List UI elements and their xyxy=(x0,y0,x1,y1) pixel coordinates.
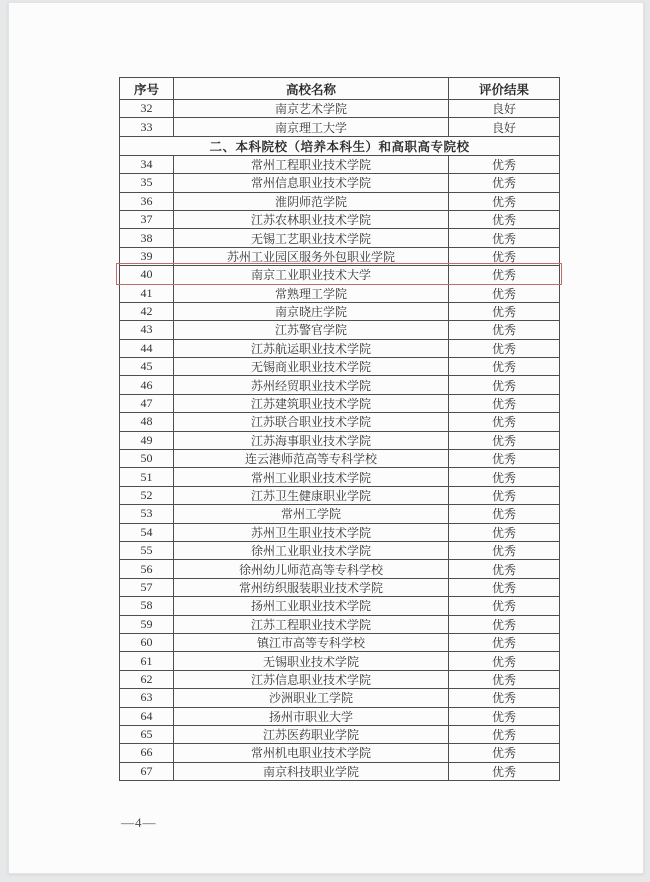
school-name-cell: 常州工学院 xyxy=(174,505,449,523)
evaluation-result-cell: 优秀 xyxy=(449,192,560,210)
evaluation-result-cell: 优秀 xyxy=(449,633,560,651)
evaluation-result-cell: 优秀 xyxy=(449,762,560,780)
school-name-cell: 南京科技职业学院 xyxy=(174,762,449,780)
serial-number-cell: 52 xyxy=(120,486,174,504)
table-row-48 xyxy=(120,413,560,431)
table-row-41 xyxy=(120,284,560,302)
evaluation-result-cell: 优秀 xyxy=(449,541,560,559)
serial-number-cell: 32 xyxy=(120,100,174,118)
table-row-53 xyxy=(120,505,560,523)
school-name-cell: 常州工程职业技术学院 xyxy=(174,155,449,173)
evaluation-result-cell: 优秀 xyxy=(449,560,560,578)
evaluation-result-cell: 优秀 xyxy=(449,689,560,707)
table-row-40 xyxy=(120,266,560,284)
school-name-cell: 常州机电职业技术学院 xyxy=(174,744,449,762)
serial-number-cell: 48 xyxy=(120,413,174,431)
table-row-49 xyxy=(120,431,560,449)
school-name-cell: 镇江市高等专科学校 xyxy=(174,633,449,651)
school-name-cell: 江苏农林职业技术学院 xyxy=(174,210,449,228)
serial-number-cell: 37 xyxy=(120,210,174,228)
table-row-60 xyxy=(120,633,560,651)
school-name-cell: 徐州幼儿师范高等专科学校 xyxy=(174,560,449,578)
table-row-55 xyxy=(120,541,560,559)
section-header-row xyxy=(120,136,560,155)
evaluation-result-cell: 优秀 xyxy=(449,450,560,468)
table-row-66 xyxy=(120,744,560,762)
evaluation-result-cell: 优秀 xyxy=(449,615,560,633)
serial-number-cell: 40 xyxy=(120,266,174,284)
table-row-50 xyxy=(120,450,560,468)
table-row-64 xyxy=(120,707,560,725)
table-row-37 xyxy=(120,210,560,228)
evaluation-result-cell: 优秀 xyxy=(449,670,560,688)
table-row-42 xyxy=(120,302,560,320)
serial-number-cell: 41 xyxy=(120,284,174,302)
table-row-45 xyxy=(120,358,560,376)
evaluation-result-cell: 优秀 xyxy=(449,321,560,339)
school-name-cell: 苏州工业园区服务外包职业学院 xyxy=(174,247,449,265)
evaluation-result-cell: 优秀 xyxy=(449,210,560,228)
serial-number-cell: 67 xyxy=(120,762,174,780)
evaluation-result-cell: 优秀 xyxy=(449,413,560,431)
school-name-cell: 南京理工大学 xyxy=(174,118,449,136)
serial-number-cell: 53 xyxy=(120,505,174,523)
table-row-57 xyxy=(120,578,560,596)
serial-number-cell: 33 xyxy=(120,118,174,136)
school-name-cell: 江苏警官学院 xyxy=(174,321,449,339)
evaluation-result-cell: 优秀 xyxy=(449,431,560,449)
evaluation-result-cell: 优秀 xyxy=(449,376,560,394)
school-name-cell: 无锡职业技术学院 xyxy=(174,652,449,670)
table-row-33 xyxy=(120,118,560,136)
school-name-cell: 江苏信息职业技术学院 xyxy=(174,670,449,688)
table-row-62 xyxy=(120,670,560,688)
table-row-58 xyxy=(120,597,560,615)
evaluation-result-cell: 优秀 xyxy=(449,339,560,357)
school-name-cell: 江苏工程职业技术学院 xyxy=(174,615,449,633)
table-row-54 xyxy=(120,523,560,541)
serial-number-cell: 60 xyxy=(120,633,174,651)
school-name-cell: 常州信息职业技术学院 xyxy=(174,174,449,192)
evaluation-result-cell: 优秀 xyxy=(449,707,560,725)
school-name-cell: 常州工业职业技术学院 xyxy=(174,468,449,486)
school-name-cell: 沙洲职业工学院 xyxy=(174,689,449,707)
school-name-cell: 江苏航运职业技术学院 xyxy=(174,339,449,357)
serial-number-cell: 63 xyxy=(120,689,174,707)
school-name-cell: 无锡工艺职业技术学院 xyxy=(174,229,449,247)
table-row-34 xyxy=(120,155,560,173)
evaluation-result-cell: 优秀 xyxy=(449,302,560,320)
evaluation-result-cell: 良好 xyxy=(449,100,560,118)
school-name-cell: 江苏卫生健康职业学院 xyxy=(174,486,449,504)
serial-number-cell: 56 xyxy=(120,560,174,578)
evaluation-result-cell: 优秀 xyxy=(449,266,560,284)
evaluation-result-cell: 优秀 xyxy=(449,578,560,596)
school-name-cell: 无锡商业职业技术学院 xyxy=(174,358,449,376)
serial-number-cell: 59 xyxy=(120,615,174,633)
header-serial-number: 序号 xyxy=(120,78,174,100)
serial-number-cell: 36 xyxy=(120,192,174,210)
header-school-name: 高校名称 xyxy=(174,78,449,100)
serial-number-cell: 49 xyxy=(120,431,174,449)
school-name-cell: 苏州经贸职业技术学院 xyxy=(174,376,449,394)
evaluation-result-cell: 优秀 xyxy=(449,174,560,192)
school-name-cell: 江苏医药职业学院 xyxy=(174,725,449,743)
table-row-67 xyxy=(120,762,560,780)
school-name-cell: 江苏联合职业技术学院 xyxy=(174,413,449,431)
evaluation-table-container xyxy=(119,77,559,781)
serial-number-cell: 45 xyxy=(120,358,174,376)
school-name-cell: 连云港师范高等专科学校 xyxy=(174,450,449,468)
school-name-cell: 淮阴师范学院 xyxy=(174,192,449,210)
evaluation-result-cell: 优秀 xyxy=(449,358,560,376)
serial-number-cell: 58 xyxy=(120,597,174,615)
serial-number-cell: 47 xyxy=(120,394,174,412)
table-row-47 xyxy=(120,394,560,412)
evaluation-result-cell: 优秀 xyxy=(449,744,560,762)
serial-number-cell: 54 xyxy=(120,523,174,541)
table-row-38 xyxy=(120,229,560,247)
serial-number-cell: 57 xyxy=(120,578,174,596)
school-name-cell: 江苏海事职业技术学院 xyxy=(174,431,449,449)
table-row-59 xyxy=(120,615,560,633)
table-row-32 xyxy=(120,100,560,118)
serial-number-cell: 43 xyxy=(120,321,174,339)
table-row-51 xyxy=(120,468,560,486)
table-row-52 xyxy=(120,486,560,504)
table-row-39 xyxy=(120,247,560,265)
table-row-46 xyxy=(120,376,560,394)
table-header-row xyxy=(120,78,560,100)
school-name-cell: 江苏建筑职业技术学院 xyxy=(174,394,449,412)
document-page xyxy=(8,2,644,874)
school-name-cell: 常熟理工学院 xyxy=(174,284,449,302)
evaluation-result-cell: 优秀 xyxy=(449,284,560,302)
section-header: 二、本科院校（培养本科生）和高职高专院校 xyxy=(120,136,560,155)
header-evaluation-result: 评价结果 xyxy=(449,78,560,100)
evaluation-result-cell: 优秀 xyxy=(449,468,560,486)
evaluation-result-cell: 优秀 xyxy=(449,652,560,670)
evaluation-result-cell: 优秀 xyxy=(449,486,560,504)
school-name-cell: 徐州工业职业技术学院 xyxy=(174,541,449,559)
serial-number-cell: 66 xyxy=(120,744,174,762)
table-row-35 xyxy=(120,174,560,192)
serial-number-cell: 50 xyxy=(120,450,174,468)
evaluation-result-cell: 优秀 xyxy=(449,394,560,412)
evaluation-table xyxy=(119,77,560,781)
evaluation-result-cell: 优秀 xyxy=(449,229,560,247)
evaluation-result-cell: 良好 xyxy=(449,118,560,136)
school-name-cell: 南京工业职业技术大学 xyxy=(174,266,449,284)
serial-number-cell: 55 xyxy=(120,541,174,559)
serial-number-cell: 65 xyxy=(120,725,174,743)
school-name-cell: 苏州卫生职业技术学院 xyxy=(174,523,449,541)
serial-number-cell: 44 xyxy=(120,339,174,357)
serial-number-cell: 34 xyxy=(120,155,174,173)
serial-number-cell: 42 xyxy=(120,302,174,320)
evaluation-result-cell: 优秀 xyxy=(449,155,560,173)
evaluation-result-cell: 优秀 xyxy=(449,505,560,523)
table-row-36 xyxy=(120,192,560,210)
serial-number-cell: 51 xyxy=(120,468,174,486)
table-row-44 xyxy=(120,339,560,357)
serial-number-cell: 61 xyxy=(120,652,174,670)
serial-number-cell: 62 xyxy=(120,670,174,688)
page-number: —4— xyxy=(121,815,157,830)
school-name-cell: 扬州工业职业技术学院 xyxy=(174,597,449,615)
school-name-cell: 南京晓庄学院 xyxy=(174,302,449,320)
serial-number-cell: 35 xyxy=(120,174,174,192)
evaluation-result-cell: 优秀 xyxy=(449,597,560,615)
school-name-cell: 南京艺术学院 xyxy=(174,100,449,118)
evaluation-result-cell: 优秀 xyxy=(449,725,560,743)
serial-number-cell: 39 xyxy=(120,247,174,265)
evaluation-result-cell: 优秀 xyxy=(449,247,560,265)
serial-number-cell: 38 xyxy=(120,229,174,247)
table-row-43 xyxy=(120,321,560,339)
table-row-65 xyxy=(120,725,560,743)
table-row-61 xyxy=(120,652,560,670)
evaluation-result-cell: 优秀 xyxy=(449,523,560,541)
serial-number-cell: 46 xyxy=(120,376,174,394)
table-row-63 xyxy=(120,689,560,707)
table-row-56 xyxy=(120,560,560,578)
serial-number-cell: 64 xyxy=(120,707,174,725)
school-name-cell: 常州纺织服装职业技术学院 xyxy=(174,578,449,596)
school-name-cell: 扬州市职业大学 xyxy=(174,707,449,725)
